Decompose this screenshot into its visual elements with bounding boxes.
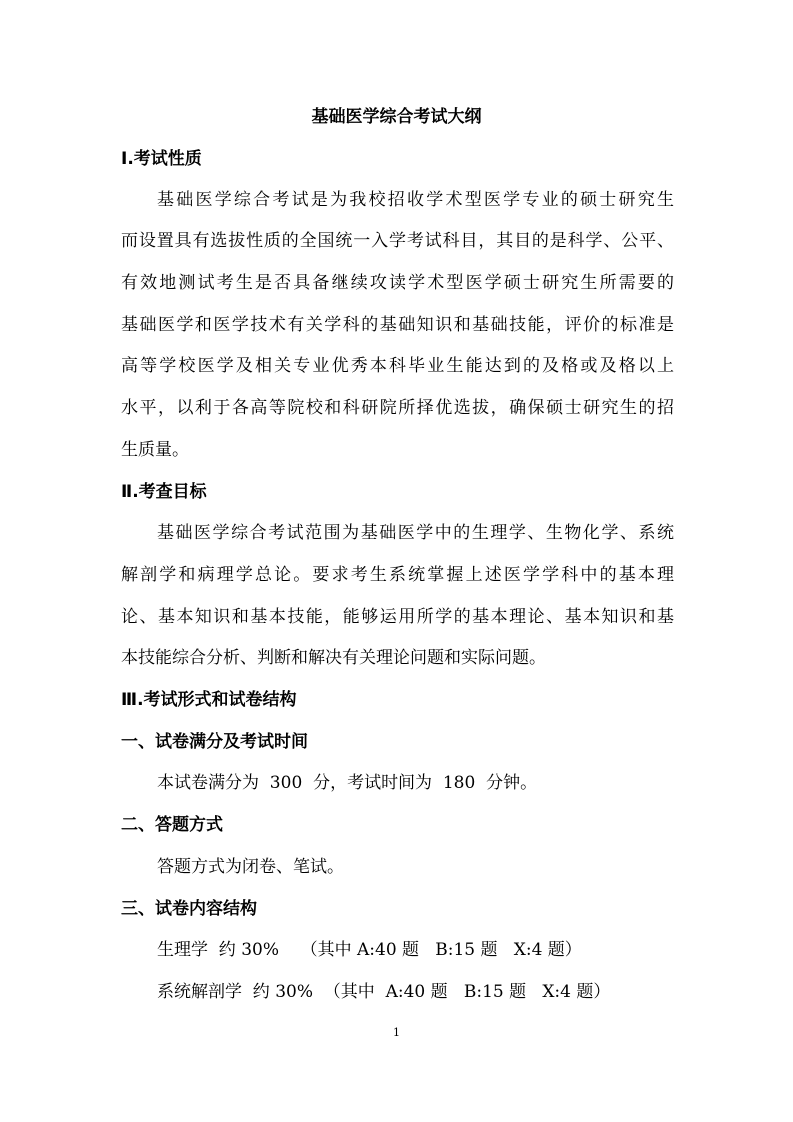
paragraph-line: 而设置具有选拔性质的全国统一入学考试科目，其目的是科学、公平、 [121,231,674,251]
paragraph-line: 高等学校医学及相关专业优秀本科毕业生能达到的及格或及格以上 [121,356,674,376]
paragraph-line: 基础医学和医学技术有关学科的基础知识和基础技能，评价的标准是 [121,315,674,335]
document-title: 基础医学综合考试大纲 [311,107,482,127]
score-time-text: 本试卷满分为 300 分，考试时间为 180 分钟。 [157,773,538,793]
subsection-heading-answer-mode: 二、答题方式 [121,815,223,835]
subsection-heading-content-structure: 三、试卷内容结构 [121,899,257,919]
paragraph-line: 本技能综合分析、判断和解决有关理论问题和实际问题。 [121,648,546,668]
content-structure-item: 系统解剖学 约 30% （其中 A:40 题 B:15 题 X:4 题） [157,982,611,1002]
paragraph-line: 有效地测试考生是否具备继续攻读学术型医学硕士研究生所需要的 [121,273,674,293]
page-number: 1 [393,1026,400,1039]
section-heading-objectives: Ⅱ.考查目标 [121,482,207,502]
paragraph-line: 论、基本知识和基本技能，能够运用所学的基本理论、基本知识和基 [121,607,674,627]
paragraph-line: 基础医学综合考试是为我校招收学术型医学专业的硕士研究生 [157,190,674,210]
section-heading-format: Ⅲ.考试形式和试卷结构 [121,690,297,710]
paragraph-line: 生质量。 [121,440,189,460]
paragraph-line: 解剖学和病理学总论。要求考生系统掌握上述医学学科中的基本理 [121,565,674,585]
content-structure-item: 生理学 约 30% （其中 A:40 题 B:15 题 X:4 题） [157,940,582,960]
paragraph-line: 水平，以利于各高等院校和科研院所择优选拔，确保硕士研究生的招 [121,398,674,418]
answer-mode-text: 答题方式为闭卷、笔试。 [157,857,344,877]
paragraph-line: 基础医学综合考试范围为基础医学中的生理学、生物化学、系统 [157,523,674,543]
section-heading-nature: Ⅰ.考试性质 [121,149,202,169]
subsection-heading-score-time: 一、试卷满分及考试时间 [121,732,308,752]
